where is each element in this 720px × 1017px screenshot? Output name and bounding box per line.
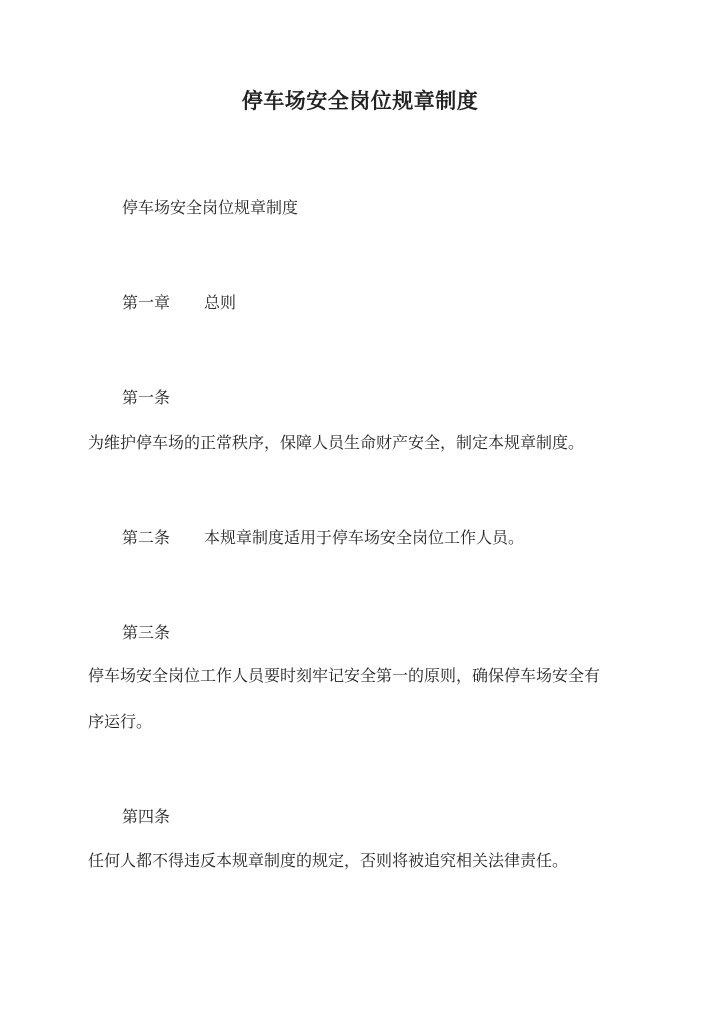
article-3-text-line-2: 序运行。 [88, 712, 153, 731]
article-3-label: 第三条 [122, 623, 171, 642]
chapter-heading [122, 291, 236, 315]
article-3-text-line-1: 停车场安全岗位工作人员要时刻牢记安全第一的原则，确保停车场安全有 [88, 666, 601, 685]
article-1-text: 为维护停车场的正常秩序，保障人员生命财产安全，制定本规章制度。 [88, 433, 585, 452]
article-1-label: 第一条 [122, 388, 171, 407]
article-2 [122, 526, 524, 550]
article-4-text: 任何人都不得违反本规章制度的规定，否则将被追究相关法律责任。 [88, 851, 569, 870]
article-4-label: 第四条 [122, 807, 171, 826]
chapter-number: 第一章 [122, 293, 171, 312]
article-2-text: 本规章制度适用于停车场安全岗位工作人员。 [204, 528, 525, 547]
document-title: 停车场安全岗位规章制度 [241, 88, 479, 113]
chapter-name: 总则 [204, 293, 237, 312]
article-2-label: 第二条 [122, 528, 171, 547]
document-subtitle: 停车场安全岗位规章制度 [122, 198, 299, 217]
